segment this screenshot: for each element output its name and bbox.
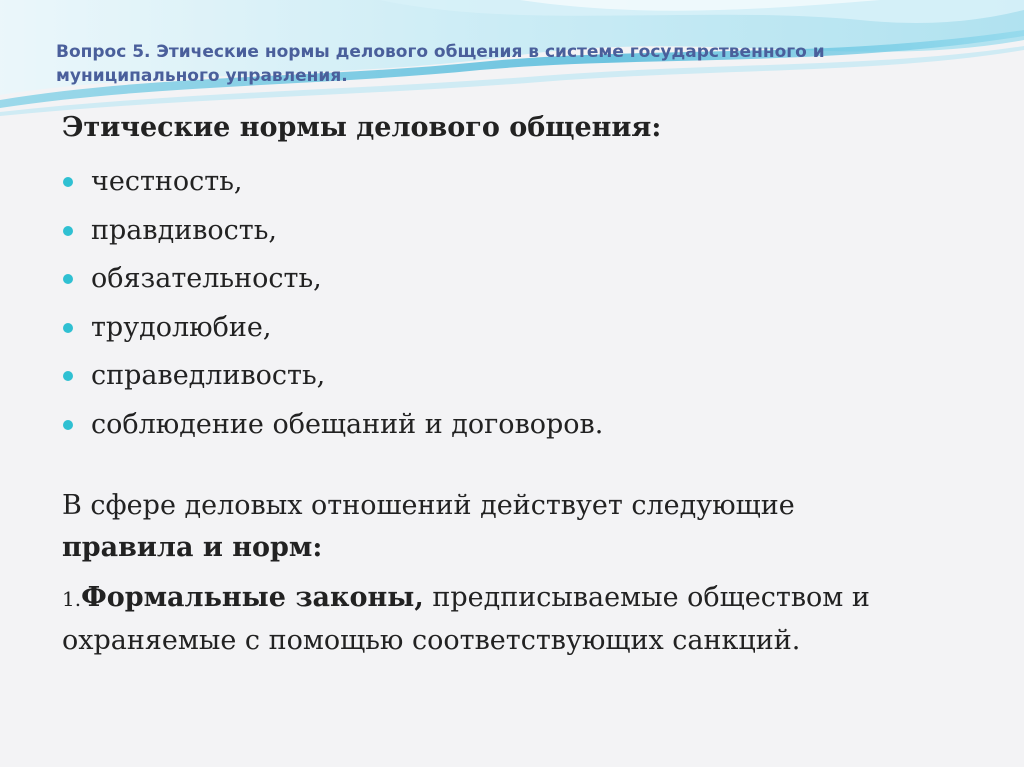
list-item-text: справедливость,	[91, 360, 326, 391]
bullet-dot-icon	[63, 226, 73, 236]
rule-1-paragraph	[62, 577, 982, 662]
list-item	[62, 158, 982, 207]
bullet-dot-icon	[63, 371, 73, 381]
rule-1-text: предписываемые обществом и охраняемые с помощью соответствующих санкций.	[62, 582, 870, 656]
rules-intro-paragraph	[62, 485, 982, 569]
list-item-text: честность,	[91, 166, 243, 197]
list-item-text: обязательность,	[91, 263, 322, 294]
norms-heading: Этические нормы делового общения:	[62, 112, 662, 143]
list-item	[62, 255, 982, 304]
list-item-text: правдивость,	[91, 214, 277, 246]
rules-intro-bold: правила и норм:	[62, 532, 323, 563]
slide-content	[62, 104, 982, 662]
rule-1-bold: Формальные законы,	[81, 582, 424, 613]
list-item	[62, 401, 982, 450]
list-item	[62, 352, 982, 401]
bullet-dot-icon	[63, 274, 73, 284]
list-item	[62, 207, 982, 256]
list-item-text: соблюдение обещаний и договоров.	[91, 408, 604, 440]
rules-intro-text: В сфере деловых отношений действует следующие	[62, 490, 795, 521]
norms-list	[62, 158, 982, 449]
list-item-text: трудолюбие,	[91, 311, 272, 343]
bullet-dot-icon	[63, 323, 73, 333]
list-item	[62, 304, 982, 353]
slide-title: Вопрос 5. Этические нормы делового общения в системе государственного и муниципального управления.	[56, 42, 825, 86]
bullet-dot-icon	[63, 420, 73, 430]
bullet-dot-icon	[63, 177, 73, 187]
rule-1-number: 1.	[62, 587, 82, 611]
